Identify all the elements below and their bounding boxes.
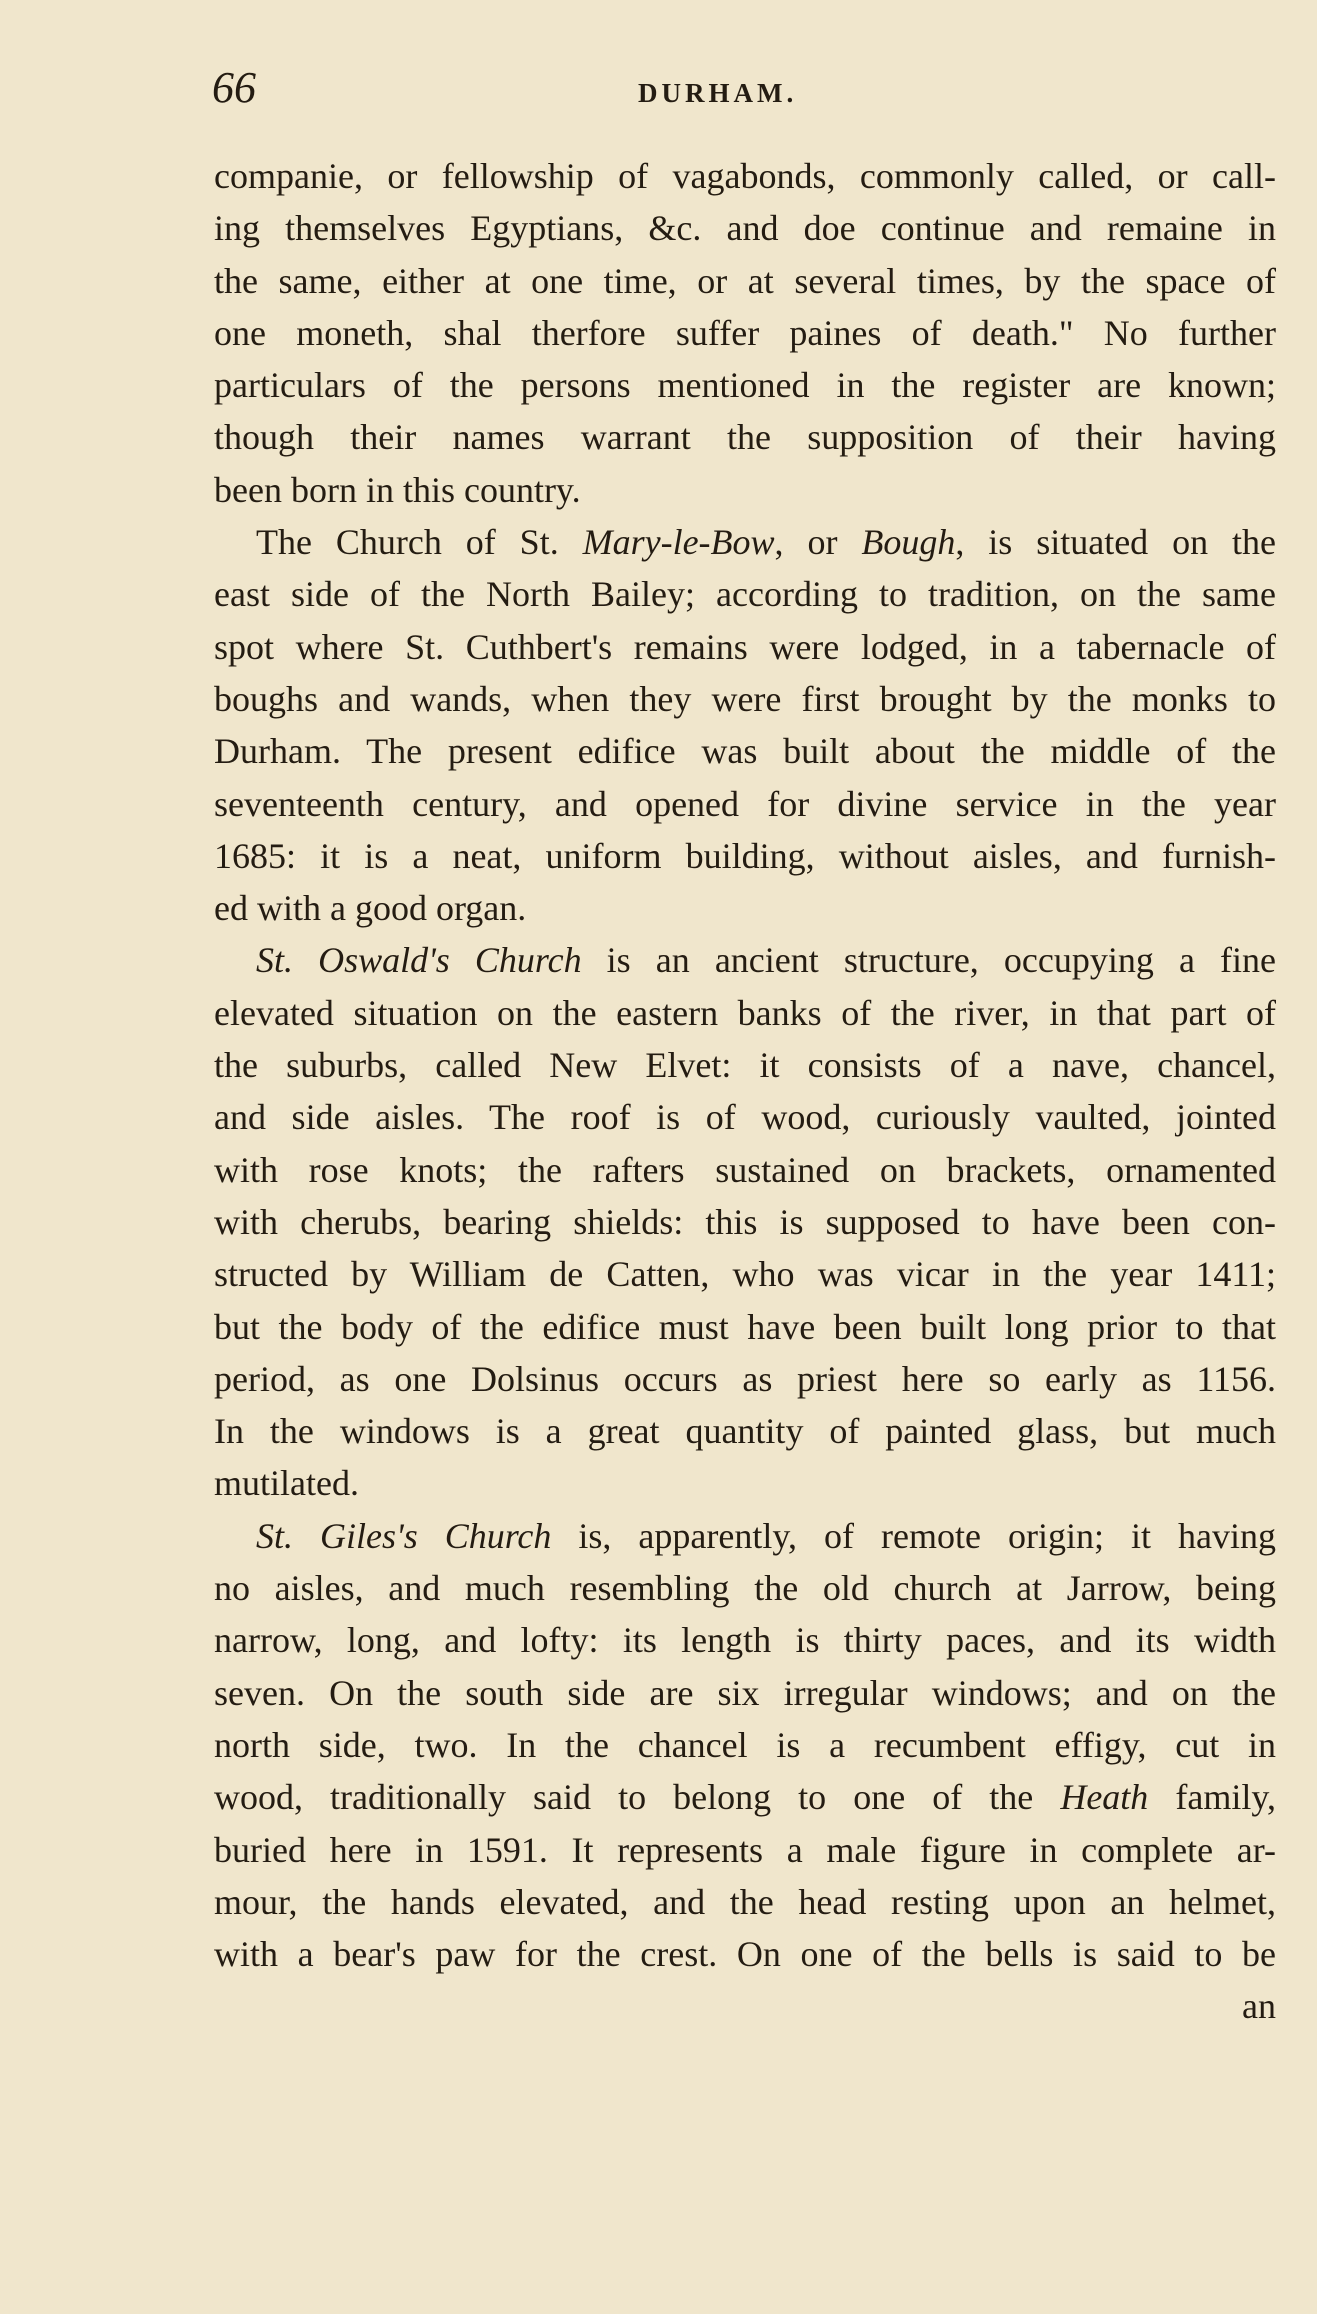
- text-line: north side, two. In the chancel is a recumbent effigy, cut in: [214, 1724, 1276, 1765]
- text-line: St. Giles's Church is, apparently, of remote origin; it having: [256, 1515, 1276, 1556]
- page-number: 66: [212, 63, 256, 112]
- text-line: St. Oswald's Church is an ancient structure, occupying a fine: [256, 940, 1276, 981]
- text-line: seventeenth century, and opened for divine service in the year: [214, 783, 1276, 824]
- text-line: east side of the North Bailey; according to tradition, on the same: [214, 574, 1276, 615]
- text-line: with a bear's paw for the crest. On one of the bells is said to be: [214, 1934, 1276, 1975]
- text-line: the same, either at one time, or at several times, by the space of: [214, 260, 1276, 301]
- text-line: period, as one Dolsinus occurs as priest here so early as 1156.: [214, 1358, 1276, 1399]
- text-line: boughs and wands, when they were first brought by the monks to: [214, 678, 1276, 719]
- text-line: with rose knots; the rafters sustained on brackets, ornamented: [214, 1149, 1276, 1190]
- text-line: structed by William de Catten, who was vicar in the year 1411;: [214, 1254, 1276, 1295]
- text-line: wood, traditionally said to belong to one of the Heath family,: [214, 1777, 1276, 1818]
- text-line: buried here in 1591. It represents a male figure in complete ar-: [214, 1829, 1276, 1870]
- catchword: an: [1242, 1986, 1276, 2027]
- text-line: spot where St. Cuthbert's remains were lodged, in a tabernacle of: [214, 626, 1276, 667]
- text-line: mutilated.: [214, 1463, 359, 1504]
- text-line: elevated situation on the eastern banks of the river, in that part of: [214, 992, 1276, 1033]
- text-line: Durham. The present edifice was built about the middle of the: [214, 731, 1276, 772]
- page-header: [0, 62, 1317, 132]
- text-line: no aisles, and much resembling the old church at Jarrow, being: [214, 1568, 1276, 1609]
- text-line: ing themselves Egyptians, &c. and doe continue and remaine in: [214, 208, 1276, 249]
- text-line: been born in this country.: [214, 469, 581, 510]
- text-line: the suburbs, called New Elvet: it consists of a nave, chancel,: [214, 1045, 1276, 1086]
- running-head: DURHAM.: [638, 78, 798, 108]
- text-line: though their names warrant the supposition of their having: [214, 417, 1276, 458]
- text-line: particulars of the persons mentioned in the register are known;: [214, 365, 1276, 406]
- text-line: The Church of St. Mary-le-Bow, or Bough, is situated on the: [256, 522, 1276, 563]
- text-line: with cherubs, bearing shields: this is supposed to have been con-: [214, 1201, 1276, 1242]
- text-line: seven. On the south side are six irregular windows; and on the: [214, 1672, 1276, 1713]
- text-line: narrow, long, and lofty: its length is thirty paces, and its width: [214, 1620, 1276, 1661]
- text-line: 1685: it is a neat, uniform building, without aisles, and furnish-: [214, 835, 1276, 876]
- text-line: companie, or fellowship of vagabonds, commonly called, or call-: [214, 156, 1276, 196]
- text-line: but the body of the edifice must have been built long prior to that: [214, 1306, 1276, 1347]
- text-line: ed with a good organ.: [214, 888, 527, 929]
- text-line: In the windows is a great quantity of painted glass, but much: [214, 1411, 1276, 1452]
- text-line: mour, the hands elevated, and the head resting upon an helmet,: [214, 1881, 1276, 1922]
- text-line: one moneth, shal therfore suffer paines of death." No further: [214, 312, 1276, 353]
- body-text: [214, 150, 1276, 2033]
- text-line: and side aisles. The roof is of wood, curiously vaulted, jointed: [214, 1097, 1276, 1138]
